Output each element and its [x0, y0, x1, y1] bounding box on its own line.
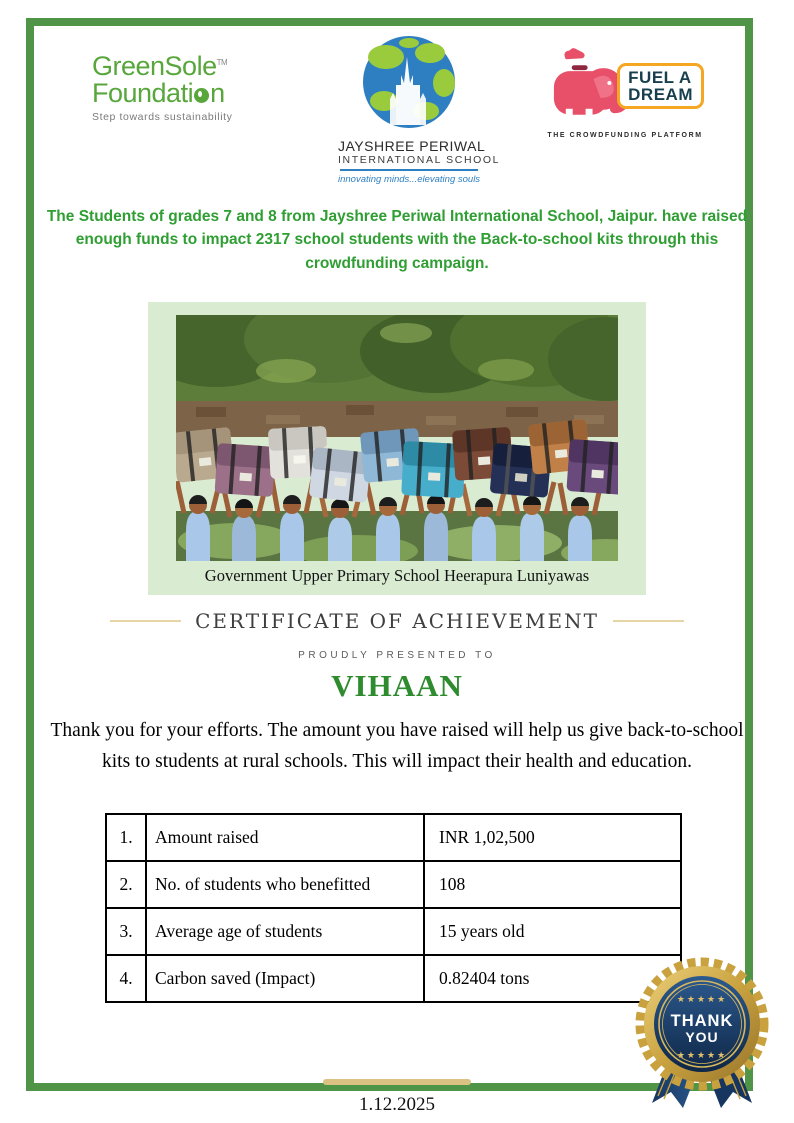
row-number: 4.	[106, 955, 146, 1002]
fuel-a-dream-wordmark	[617, 63, 704, 110]
logo-row	[92, 45, 704, 185]
greensole-foundation-word: Foundati	[92, 78, 194, 108]
greensole-trademark: TM	[216, 58, 228, 67]
fuel-a-dream-logo	[546, 45, 704, 139]
greensole-name	[92, 53, 272, 107]
row-label: Average age of students	[146, 908, 424, 955]
table-row	[106, 814, 681, 861]
badge-text-thank: THANK	[670, 1012, 734, 1030]
gold-date-rule	[323, 1079, 471, 1085]
table-row	[106, 861, 681, 908]
photo-caption: Government Upper Primary School Heerapura Luniyawas	[204, 565, 590, 585]
row-number: 2.	[106, 861, 146, 908]
jpis-name-line1: JAYSHREE PERIWAL	[338, 138, 486, 154]
school-photo	[176, 315, 618, 561]
thank-you-badge	[625, 953, 779, 1120]
badge-stars-top: ★★★★★	[676, 994, 728, 1004]
rosette-seal-icon	[625, 953, 779, 1115]
row-value: 0.82404 tons	[424, 955, 681, 1002]
jpis-tagline: innovating minds...elevating souls	[338, 174, 481, 185]
jpis-divider	[340, 169, 478, 171]
fad-word2: DREAM	[628, 85, 693, 104]
greensole-foundation-logo	[92, 53, 272, 123]
greensole-footprint-icon	[194, 88, 209, 103]
thank-you-message: Thank you for your efforts. The amount you have raised will help us give back-to-school kits to students at rural schools. This will impact their health and education.	[50, 719, 744, 772]
gold-divider-right	[613, 620, 684, 622]
fad-word1: FUEL A	[628, 67, 692, 87]
jpis-name-line2: INTERNATIONAL SCHOOL	[338, 154, 501, 166]
presented-to-label: PROUDLY PRESENTED TO	[298, 649, 496, 661]
fuel-a-dream-tagline: THE CROWDFUNDING PLATFORM	[547, 132, 703, 139]
greensole-foundation-word-end: n	[210, 78, 225, 108]
row-label: Carbon saved (Impact)	[146, 955, 424, 1002]
greensole-word: GreenSole	[92, 51, 217, 81]
badge-text-you: YOU	[685, 1029, 719, 1045]
impact-stats-table	[105, 813, 682, 1003]
row-number: 3.	[106, 908, 146, 955]
row-value: 108	[424, 861, 681, 908]
campaign-summary-text: The Students of grades 7 and 8 from Jayshree Periwal International School, Jaipur. have raised enough funds to impact 2317 school students with the Back-to-school kits through this crowdfunding campaign.	[46, 208, 748, 272]
certificate-title: CERTIFICATE OF ACHIEVEMENT	[195, 608, 599, 633]
row-value: 15 years old	[424, 908, 681, 955]
row-label: No. of students who benefitted	[146, 861, 424, 908]
recipient-name: VIHAAN	[331, 667, 463, 703]
row-number: 1.	[106, 814, 146, 861]
greensole-tagline: Step towards sustainability	[92, 111, 233, 123]
jayshree-periwal-school-logo	[338, 33, 501, 185]
table-row	[106, 955, 681, 1002]
row-label: Amount raised	[146, 814, 424, 861]
row-value: INR 1,02,500	[424, 814, 681, 861]
globe-castle-icon	[360, 33, 458, 131]
certificate-title-row	[110, 609, 684, 633]
table-row	[106, 908, 681, 955]
gold-divider-left	[110, 620, 181, 622]
certificate-date: 1.12.2025	[359, 1094, 435, 1116]
badge-stars-bottom: ★★★★★	[676, 1050, 728, 1060]
photo-panel	[148, 302, 646, 595]
